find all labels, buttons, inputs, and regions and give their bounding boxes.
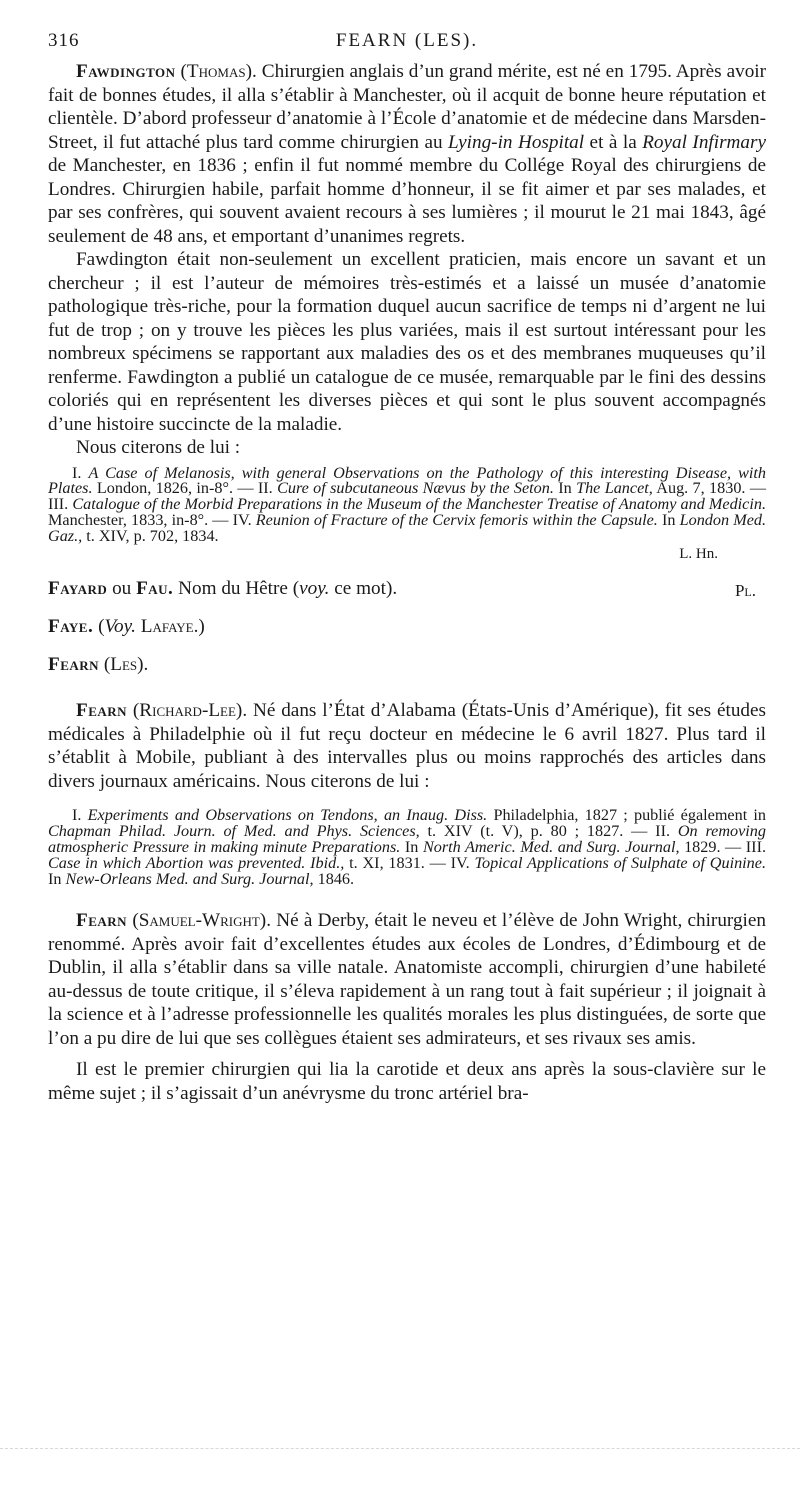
running-head: FEARN (LES). [335,30,479,51]
dictionary-page [48,30,766,1105]
fawdington-first-name: (Thomas). [180,61,257,82]
entry-fearn-richard-lee [48,699,766,887]
entry-faye: Faye. (Voy. Lafaye.) [48,616,205,638]
headword-fawdington: Fawdington [76,61,176,82]
scan-bottom-edge [0,1448,800,1449]
entry-fayard: Fayard ou Fau. Nom du Hêtre (voy. ce mot). Pl. [48,577,766,601]
samuel-paragraph-2: Il est le premier chirurgien qui lia la carotide et deux ans après la sous-clavière sur le même sujet ; il s’agissait d’un anévrysme du tronc artériel bra- [48,1059,766,1104]
samuel-paragraph-1: Fearn (Samuel-Wright). Né à Derby, était le neveu et l’élève de John Wright, chirurgien renommé. Après avoir fait d’excellentes études aux écoles de Londres, d’Édimbourg et de Dublin, il alla s’établir dans sa ville natale. Anatomiste accompli, chirurgien d’une habileté au-dessus de toute critique, il s’éleva rapidement à un rang tout à fait supérieur ; il joignait à la science et à l’adresse professionnelle les qualités morales les plus distinguées, de sorte que l’on a pu dire de lui que ses collègues étaient ses admirateurs, et ses rivaux ses amis. [48,910,766,1049]
fawdington-bibliography: I. A Case of Melanosis, with general Observations on the Pathology of this interesting Disease, with Plates. London, 1826, in-8°. — II. Cure of subcutaneous Nævus by the Seton. In The Lancet, Aug. 7, 1830. — III. Catalogue of the Morbid Preparations in the Museum of the Manchester Treatise of Anatomy and Medicin. Manchester, 1833, in-8°. — IV. Reunion of Fracture of the Cervix femoris within the Capsule. In London Med. Gaz., t. XIV, p. 702, 1834. [48,463,767,545]
fawdington-paragraph-3: Nous citerons de lui : [76,437,241,458]
headword-faye: Faye. [48,616,94,638]
page-header [48,30,766,60]
entry-fawdington [48,60,766,563]
entry-fearn-heading: Fearn (Les). [48,654,149,676]
page-number: 316 [48,30,80,51]
headword-fearn-samuel: Fearn [76,910,128,932]
richard-paragraph: Fearn (Richard-Lee). Né dans l’État d’Alabama (États-Unis d’Amérique), fit ses études médicales à Philadelphie où il fut reçu docteur en médecine le 6 avril 1827. Plus tard il s’établit à Mobile, publiant à des intervalles plus ou moins rapprochés des articles dans divers journaux américains. Nous citerons de lui : [48,700,767,792]
entry-fearn-samuel-wright [48,909,766,1105]
fawdington-paragraph-1: Fawdington (Thomas). Chirurgien anglais d’un grand mérite, est né en 1795. Après avoir fait de bonnes études, il alla s’établir à Manchester, où il acquit de bonne heure réputation et clientèle. D’abord professeur d’anatomie à l’École d’anatomie et de médecine dans Marsden-Street, il fut attaché plus tard comme chirurgien au Lying-in Hospital et à la Royal Infirmary de Manchester, en 1836 ; enfin il fut nommé membre du Collége Royal des chirurgiens de Londres. Chirurgien habile, parfait homme d’honneur, il se fit aimer et par ses malades, et par ses confrères, qui souvent avaient recours à ses lumières ; il mourut le 21 mai 1843, âgé seulement de 48 ans, et emportant d’unanimes regrets. [48,61,767,247]
fawdington-paragraph-2: Fawdington était non-seulement un excellent praticien, mais encore un savant et un chercheur ; il est l’auteur de mémoires très-estimés et a laissé un musée d’anatomie pathologique très-riche, pour la formation duquel aucun sacrifice de temps ni d’argent ne lui fut de trop ; on y trouve les pièces les plus variées, mais il est surtout intéressant pour les nombreux spécimens se rapportant aux maladies des os et des membranes muqueuses qu’il renferme. Fawdington a publié un catalogue de ce musée, remarquable par le fini des dessins coloriés qui en représentent les diverses pièces et qui sont le plus souvent accompagnés d’une histoire succincte de la maladie. [48,249,766,435]
headword-fearn-richard: Fearn [76,700,128,722]
fawdington-signature: L. Hn. [679,546,718,563]
richard-bibliography: I. Experiments and Observations on Tendons, an Inaug. Diss. Philadelphia, 1827 ; publié également in Chapman Philad. Journ. of Med. and Phys. Sciences, t. XIV (t. V), p. 80 ; 1827. — II. On removing atmospheric Pressure in making minute Preparations. In North Americ. Med. and Surg. Journal, 1829. — III. Case in which Abortion was prevented. Ibid., t. XI, 1831. — IV. Topical Applications of Sulphate of Quinine. In New-Orleans Med. and Surg. Journal, 1846. [48,806,767,888]
headword-fearn-les: Fearn [48,654,100,676]
headword-fau: Fau. [136,578,174,600]
fayard-signature: Pl. [734,581,756,601]
headword-fayard: Fayard [48,578,108,600]
